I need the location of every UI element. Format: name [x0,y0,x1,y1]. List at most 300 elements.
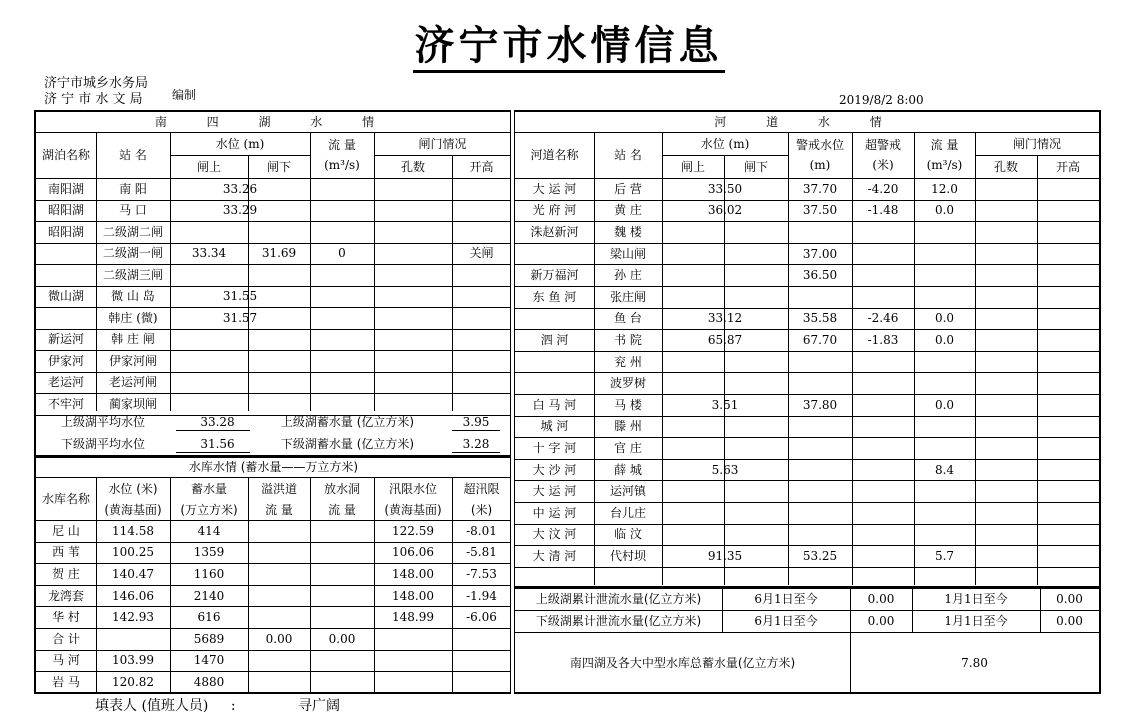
river-height-cell [1037,545,1099,567]
lake-name-cell [36,264,96,286]
warning-unit-header: (m) [809,158,831,172]
river-station-cell: 鱼 台 [614,311,642,326]
level-upper-cell: 33.34 [191,246,227,261]
storage-cell: 5689 [193,631,225,646]
storage-cell: 4880 [193,674,225,689]
spillway-cell [248,520,310,542]
river-holes-cell [975,221,1037,243]
river-holes-cell [975,524,1037,546]
over-limit-cell [452,650,511,672]
river-lower-header: 闸下 [743,159,768,174]
river-height-cell [1037,264,1099,286]
outlet-cell [310,520,374,542]
river-flow-cell [914,437,975,459]
lake-name-cell [36,243,96,265]
over-warning-header: 超警戒 [864,138,901,152]
river-name-cell: 白 马 河 [532,397,577,412]
lake-storage-label: 上级湖蓄水量 (亿立方米) [280,415,415,429]
gate-holes-cell [374,372,452,394]
river-flow-cell: 0.0 [934,203,955,218]
level-upper-cell: 33.29 [222,203,258,218]
station-cell: 微 山 岛 [111,289,155,304]
river-flow-cell [914,502,975,524]
river-height-cell [1037,459,1099,481]
river-name-cell: 中 运 河 [532,505,577,520]
river-station-cell: 后 营 [614,181,642,196]
river-name-cell: 大 汶 河 [532,527,577,542]
reservoir-level-cell: 103.99 [112,653,154,668]
river-level-cell [662,221,788,243]
river-holes-cell [975,264,1037,286]
flood-limit-cell: 148.00 [392,566,434,581]
over-warning-cell [852,221,914,243]
river-station-cell: 兖 州 [614,354,642,369]
river-station-cell: 张庄闸 [609,289,646,304]
river-height-cell [1037,437,1099,459]
station-cell: 南 阳 [119,181,147,196]
river-flow-cell [914,351,975,373]
river-station-cell: 梁山闸 [609,246,646,261]
warning-level-cell: 37.50 [802,203,838,218]
river-flow-header: 流 量 [930,138,959,152]
gate-height-cell [452,350,511,372]
storage-header: 蓄水量 [190,481,227,496]
river-name-cell: 城 河 [540,419,569,434]
station-cell: 韩 庄 闸 [111,332,155,347]
river-station-cell: 书 院 [614,332,642,347]
river-flow-cell [914,221,975,243]
river-flow-cell [914,264,975,286]
over-warning-cell [852,372,914,394]
flow-cell [310,178,374,200]
lake-name-header: 湖泊名称 [41,148,90,162]
river-holes-cell [975,437,1037,459]
river-station-header: 站 名 [614,148,642,162]
river-name-cell: 东 鱼 河 [532,289,577,304]
river-height-header: 开高 [1055,159,1080,174]
river-flow-cell [914,243,975,265]
river-station-cell: 黄 庄 [614,203,642,218]
storage-cell: 1470 [193,653,225,668]
spillway-cell [248,563,310,585]
grid-line [176,430,250,431]
gate-status-header: 闸门情况 [418,136,467,151]
footer [95,695,358,715]
river-holes-cell [975,178,1037,200]
gate-holes-cell [374,200,452,222]
river-flow-cell [914,286,975,308]
over-warning-cell [852,459,914,481]
river-name-cell: 大 运 河 [532,484,577,499]
river-holes-cell [975,351,1037,373]
over-warning-cell: -2.46 [867,311,899,326]
cumulative-label: 下级湖累计泄流水量(亿立方米) [535,614,702,628]
over-limit-cell [452,628,511,650]
flow-cell [310,329,374,351]
lake-name-cell: 新运河 [47,332,84,347]
warning-level-cell: 67.70 [802,332,838,347]
river-level-cell [662,416,788,438]
reservoir-name-header: 水库名称 [41,492,90,506]
level-lower-cell [248,329,310,351]
over-warning-cell [852,243,914,265]
over-warning-cell [852,416,914,438]
river-station-cell: 代村坝 [609,548,646,563]
filler-label: 填表人 (值班人员) [95,698,209,714]
gate-height-cell [452,221,511,243]
river-holes-cell [975,459,1037,481]
river-holes-cell [975,416,1037,438]
gate-height-cell: 关闸 [469,246,494,261]
flow-cell [310,372,374,394]
river-level-cell: 91.35 [707,548,743,563]
spillway-header: 溢洪道 [260,481,297,496]
flow-cell [310,350,374,372]
report-date: 2019/8/2 8:00 [839,93,924,107]
over-warning-cell [852,286,914,308]
warning-level-cell [788,372,852,394]
gate-height-header: 开高 [469,159,494,174]
river-height-cell [1037,243,1099,265]
river-flow-unit-header: (m³/s) [926,158,963,172]
over-limit-cell: -5.81 [466,545,497,560]
reservoir-name-cell: 贺 庄 [52,566,80,581]
river-holes-cell [975,329,1037,351]
cumulative-value-june: 0.00 [867,614,895,628]
flow-header: 流 量 [328,138,356,152]
lake-name-cell: 不牢河 [47,396,84,411]
org-names [44,76,148,108]
level-lower-cell: 31.69 [261,246,297,261]
period-since-june: 6月1日至今 [754,592,818,606]
gate-height-cell [452,286,511,308]
river-level-cell [662,264,788,286]
river-name-cell: 泗 河 [540,332,569,347]
gate-holes-cell [374,307,452,329]
river-level-cell: 3.51 [711,397,739,412]
river-holes-cell [975,372,1037,394]
level-upper-cell: 31.55 [222,289,258,304]
grid-line [912,588,913,632]
grid-line [452,452,500,453]
lake-storage-value: 3.95 [462,415,490,429]
over-warning-cell [852,524,914,546]
grid-line [515,567,1099,568]
river-height-cell [1037,416,1099,438]
lake-name-cell: 南阳湖 [47,181,84,196]
over-warning-cell [852,480,914,502]
reservoir-name-cell: 华 村 [52,610,80,625]
reservoir-level-cell: 100.25 [112,545,154,560]
flow-cell: 0 [338,246,346,261]
river-upper-header: 闸上 [680,159,705,174]
outlet-cell [310,606,374,628]
station-cell: 马 口 [119,203,147,218]
gate-holes-cell [374,264,452,286]
cumulative-label: 上级湖累计泄流水量(亿立方米) [535,592,702,606]
level-lower-cell [248,350,310,372]
flood-limit-cell [374,671,452,693]
river-station-cell: 运河镇 [609,484,646,499]
river-level-cell [662,351,788,373]
lake-avg-level-value: 33.28 [200,415,235,429]
lake-section-title: 南 四 湖 水 情 [154,115,393,129]
spillway-cell [248,671,310,693]
level-upper-cell [170,264,248,286]
river-height-cell [1037,351,1099,373]
river-height-cell [1037,286,1099,308]
warning-level-cell [788,416,852,438]
river-height-cell [1037,308,1099,330]
flow-cell [310,200,374,222]
flood-limit-header: 汛限水位 [388,481,437,496]
page-title: 济宁市水情信息 [0,22,1137,73]
storage-cell: 414 [197,523,221,538]
river-holes-cell [975,308,1037,330]
storage-cell: 2140 [193,588,225,603]
river-height-cell [1037,480,1099,502]
river-flow-cell: 12.0 [931,181,958,196]
river-level-cell [662,524,788,546]
reservoir-name-cell: 尼 山 [52,523,80,538]
spillway-sub-header: 流 量 [265,502,293,517]
station-header: 站 名 [119,148,147,162]
warning-level-cell: 53.25 [802,548,838,563]
reservoir-level-cell: 142.93 [112,610,154,625]
gate-holes-cell [374,329,452,351]
river-level-cell: 33.50 [707,181,743,196]
warning-level-cell [788,437,852,459]
outlet-cell: 0.00 [328,631,356,646]
storage-sub-header: (万立方米) [180,502,238,517]
total-storage-value: 7.80 [961,655,988,670]
gate-holes-header: 孔数 [400,159,425,174]
warning-level-header: 警戒水位 [795,138,844,152]
warning-level-cell [788,351,852,373]
river-station-cell: 官 庄 [614,440,642,455]
reservoir-name-cell: 合 计 [52,631,80,646]
river-flow-cell: 5.7 [934,548,955,563]
gate-holes-cell [374,243,452,265]
warning-level-cell: 36.50 [802,268,838,283]
spillway-cell [248,542,310,564]
total-storage-label: 南四湖及各大中型水库总蓄水量(亿立方米) [569,655,796,670]
level-upper-cell [170,221,248,243]
gate-height-cell [452,200,511,222]
flow-cell [310,221,374,243]
warning-level-cell [788,480,852,502]
storage-cell: 1359 [193,545,225,560]
flow-unit-header: (m³/s) [324,158,360,172]
river-level-cell [662,286,788,308]
level-upper-cell: 31.57 [222,310,258,325]
river-level-cell [662,502,788,524]
river-flow-cell [914,480,975,502]
spillway-cell: 0.00 [265,631,293,646]
river-level-cell: 65.87 [707,332,743,347]
reservoir-name-cell: 西 苇 [52,545,80,560]
warning-level-cell [788,524,852,546]
warning-level-cell: 37.70 [802,181,838,196]
river-flow-cell [914,524,975,546]
flood-limit-cell: 106.06 [392,545,434,560]
flood-limit-sub-header: (黄海基面) [384,502,442,517]
gate-lower-header: 闸下 [266,159,291,174]
gate-holes-cell [374,178,452,200]
water-level-header: 水位 (m) [215,136,265,151]
river-name-cell [515,308,594,330]
over-limit-header: 超汛限 [463,481,500,496]
over-warning-cell [852,394,914,416]
level-lower-cell [248,221,310,243]
river-station-cell: 魏 楼 [614,224,642,239]
station-cell: 伊家河闸 [108,353,157,368]
outlet-sub-header: 流 量 [328,502,356,517]
over-warning-cell [852,351,914,373]
flood-limit-cell: 122.59 [392,523,434,538]
river-section-title: 河 道 水 情 [714,115,900,129]
over-warning-cell [852,545,914,567]
org-line: 济 宁 市 水 文 局 [44,92,143,107]
gate-height-cell [452,178,511,200]
over-warning-cell [852,437,914,459]
flood-limit-cell [374,650,452,672]
lake-avg-level-label: 上级湖平均水位 [60,415,145,429]
lake-name-cell: 昭阳湖 [47,224,84,239]
river-name-cell: 洙赵新河 [530,224,579,239]
station-cell: 蔺家坝闸 [108,396,157,411]
storage-cell: 1160 [193,566,225,581]
river-flow-cell: 0.0 [934,397,955,412]
river-station-cell: 薛 城 [614,462,642,477]
level-upper-cell [170,329,248,351]
warning-level-cell: 37.80 [802,397,838,412]
over-limit-cell [452,671,511,693]
reservoir-name-cell: 马 河 [52,653,80,668]
flood-limit-cell: 148.00 [392,588,434,603]
flow-cell [310,307,374,329]
river-holes-cell [975,502,1037,524]
level-upper-cell: 33.26 [222,181,258,196]
river-station-cell: 台儿庄 [609,505,646,520]
river-flow-cell [914,372,975,394]
gate-upper-header: 闸上 [196,159,221,174]
station-cell: 二级湖三闸 [102,267,163,282]
reservoir-name-cell: 岩 马 [52,674,80,689]
warning-level-cell [788,221,852,243]
filler-name: 寻广阔 [298,698,340,714]
flow-cell [310,286,374,308]
over-limit-cell: -1.94 [466,588,497,603]
station-cell: 老运河闸 [108,375,157,390]
river-height-cell [1037,200,1099,222]
river-holes-cell [975,545,1037,567]
river-height-cell [1037,329,1099,351]
river-name-cell: 大 清 河 [532,548,577,563]
river-height-cell [1037,524,1099,546]
compiled-by-label: 编制 [172,88,197,102]
reservoir-level-cell: 140.47 [112,566,154,581]
over-limit-cell: -8.01 [466,523,497,538]
river-holes-header: 孔数 [993,159,1018,174]
over-limit-cell: -7.53 [466,566,497,581]
river-level-cell: 5.63 [711,462,739,477]
outlet-cell [310,671,374,693]
reservoir-section-title: 水库水情 (蓄水量——万立方米) [188,459,359,474]
reservoir-name-cell: 龙湾套 [47,588,84,603]
river-level-cell: 33.12 [707,311,743,326]
over-warning-cell: -1.83 [867,332,899,347]
river-name-cell: 大 运 河 [532,181,577,196]
river-height-cell [1037,221,1099,243]
period-since-jan: 1月1日至今 [944,592,1008,606]
over-warning-cell [852,502,914,524]
station-cell: 二级湖二闸 [102,224,163,239]
period-since-june: 6月1日至今 [754,614,818,628]
river-gate-header: 闸门情况 [1012,136,1061,151]
river-name-cell: 光 府 河 [532,203,577,218]
river-name-cell: 大 沙 河 [532,462,577,477]
river-level-cell [662,243,788,265]
warning-level-cell [788,502,852,524]
lake-avg-level-value: 31.56 [200,437,235,451]
river-level-cell [662,480,788,502]
over-limit-cell: -6.06 [466,610,497,625]
level-upper-cell [170,350,248,372]
lake-name-cell: 微山湖 [47,289,84,304]
cumulative-value-june: 0.00 [867,592,895,606]
spillway-cell [248,650,310,672]
grid-line [722,588,723,632]
river-station-cell: 马 楼 [614,397,642,412]
outlet-cell [310,542,374,564]
lake-name-cell: 昭阳湖 [47,203,84,218]
org-line: 济宁市城乡水务局 [44,76,149,91]
level-lower-cell [248,372,310,394]
river-holes-cell [975,286,1037,308]
river-flow-cell: 0.0 [934,332,955,347]
river-name-cell [515,372,594,394]
grid-line [176,452,250,453]
reservoir-level-cell [96,628,170,650]
level-lower-cell [248,264,310,286]
over-limit-sub-header: (米) [470,502,493,517]
spillway-cell [248,585,310,607]
lake-storage-value: 3.28 [462,437,490,451]
river-height-cell [1037,372,1099,394]
reservoir-level-cell: 114.58 [112,523,154,538]
storage-cell: 616 [197,610,221,625]
station-cell: 韩庄 (微) [108,310,158,325]
reservoir-level-sub-header: (黄海基面) [104,502,162,517]
warning-level-cell: 35.58 [802,311,838,326]
warning-level-cell: 37.00 [802,246,838,261]
river-height-cell [1037,178,1099,200]
gate-holes-cell [374,221,452,243]
outlet-cell [310,563,374,585]
gate-height-cell [452,307,511,329]
period-since-jan: 1月1日至今 [944,614,1008,628]
over-warning-cell: -1.48 [867,203,899,218]
cumulative-value-jan: 0.00 [1056,614,1083,628]
level-upper-cell [170,372,248,394]
spillway-cell [248,606,310,628]
river-holes-cell [975,394,1037,416]
grid-line [850,588,851,632]
river-holes-cell [975,200,1037,222]
river-station-cell: 波罗树 [609,376,646,391]
gate-height-cell [452,264,511,286]
